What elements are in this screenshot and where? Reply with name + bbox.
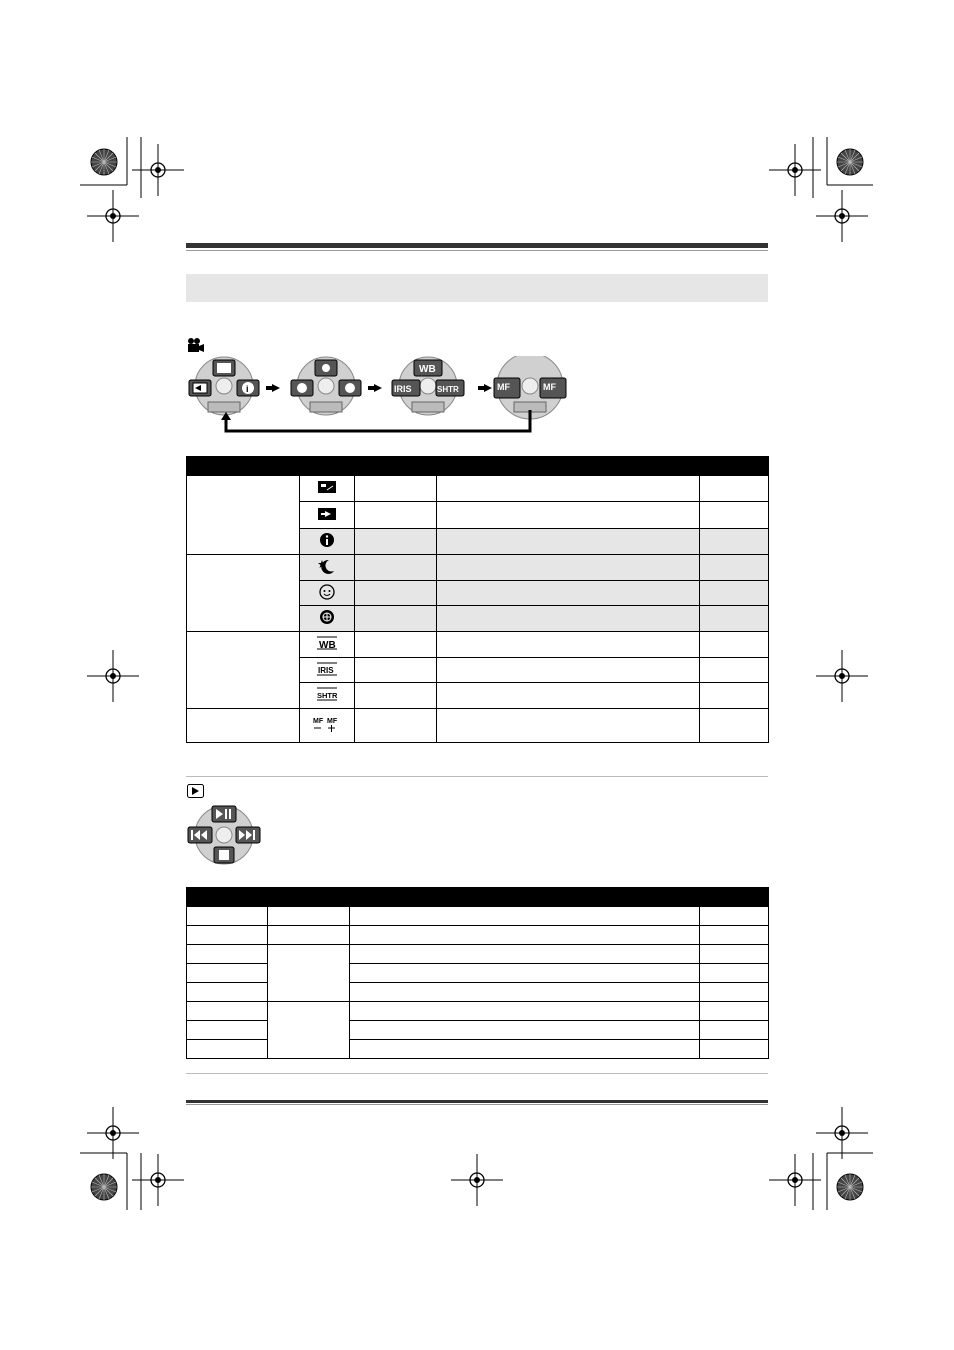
svg-text:SHTR: SHTR — [437, 385, 459, 394]
night-mode-icon — [318, 558, 336, 574]
svg-text:MF: MF — [543, 382, 556, 392]
group-cell-1 — [187, 476, 300, 555]
step3-disc — [392, 357, 464, 415]
step2-disc — [291, 357, 361, 415]
svg-text:MF: MF — [327, 718, 338, 725]
soft-skin-icon — [319, 584, 335, 600]
tele-macro-icon — [319, 609, 335, 625]
white-balance-icon — [316, 636, 338, 650]
backlight-icon — [317, 480, 337, 494]
bottom-divider — [186, 1073, 768, 1074]
recording-functions-table — [186, 456, 769, 743]
bottom-rule — [186, 1100, 768, 1103]
fade-icon — [317, 507, 337, 521]
group-cell-4 — [187, 709, 300, 743]
return-arrow-icon — [218, 410, 538, 436]
group-cell-3 — [187, 632, 300, 709]
manual-focus-icon — [312, 715, 342, 733]
group-cell-2 — [187, 555, 300, 632]
svg-text:IRIS: IRIS — [318, 665, 334, 675]
bottom-rule-shadow — [186, 1104, 768, 1105]
svg-text:IRIS: IRIS — [394, 384, 412, 394]
play-pause-icon — [212, 806, 236, 822]
shutter-icon — [316, 687, 338, 701]
svg-text:WB: WB — [419, 364, 436, 375]
playback-functions-table — [186, 887, 769, 1059]
svg-text:MF: MF — [313, 718, 324, 725]
playback-joystick-diagram — [186, 804, 266, 866]
svg-text:MF: MF — [497, 382, 510, 392]
step1-disc — [189, 357, 259, 415]
svg-text:i: i — [246, 384, 249, 394]
svg-text:SHTR: SHTR — [317, 691, 338, 700]
motion-picture-mode-icon — [187, 337, 205, 353]
help-icon — [319, 532, 335, 548]
svg-text:WB: WB — [319, 640, 336, 650]
playback-mode-icon — [187, 784, 204, 798]
section-divider — [186, 776, 768, 777]
iris-icon — [316, 662, 338, 676]
